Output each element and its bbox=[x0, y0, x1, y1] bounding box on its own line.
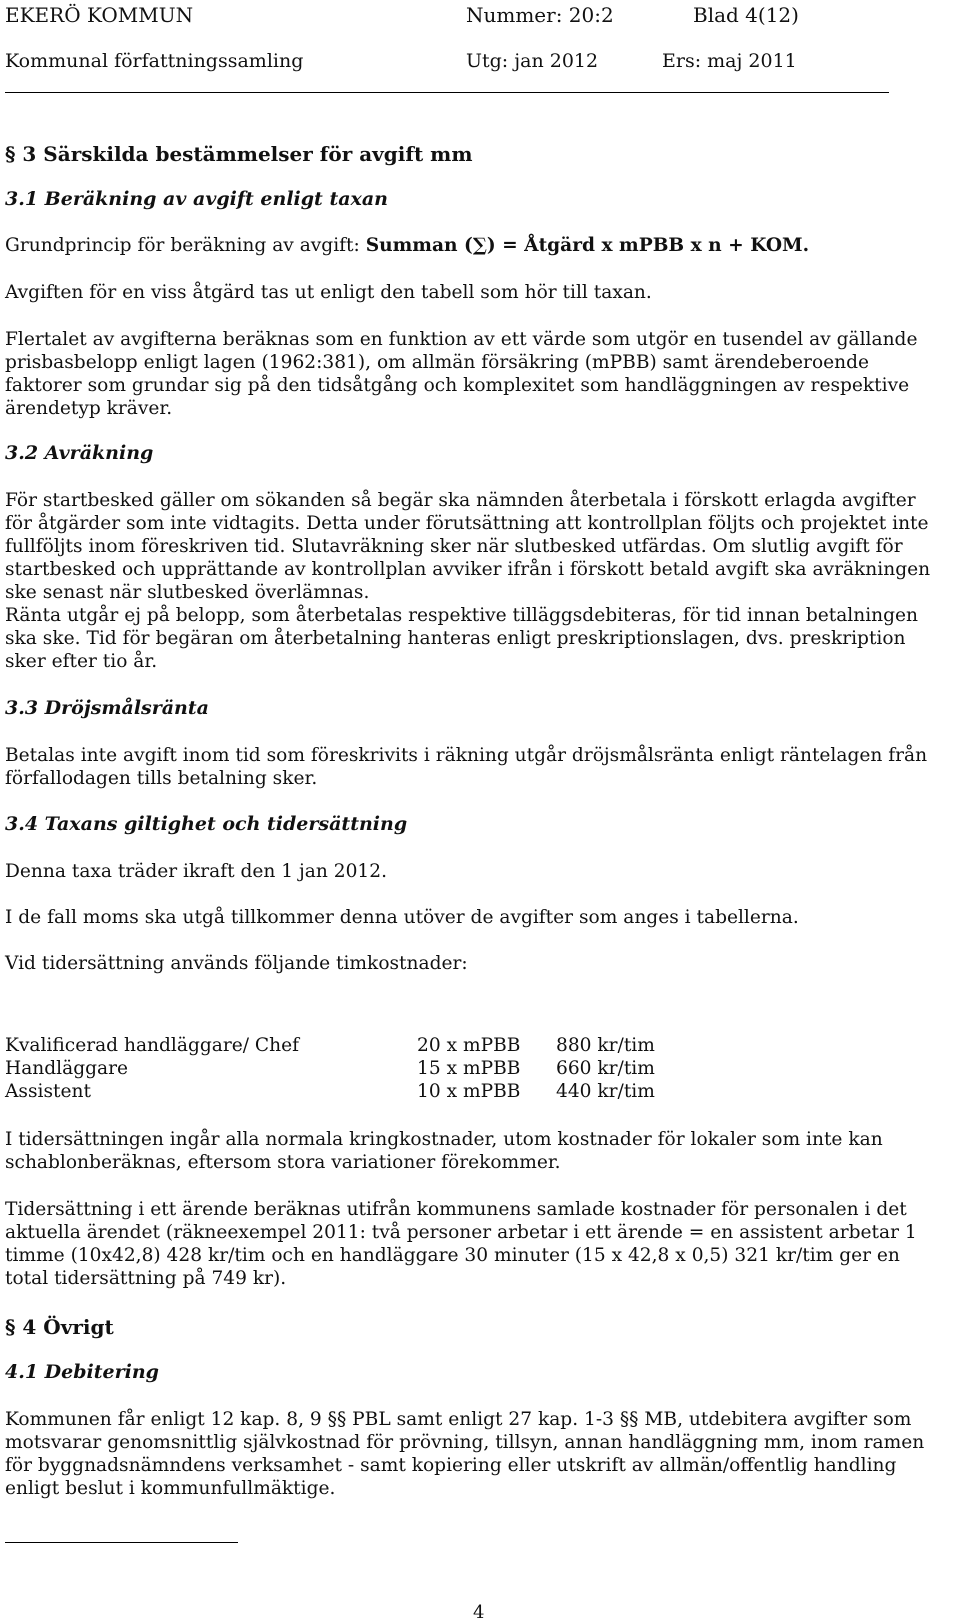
paragraph-timkost-intro: Vid tidersättning används följande timkostnader: bbox=[5, 953, 468, 974]
rate-role: Kvalificerad handläggare/ Chef bbox=[5, 1035, 299, 1056]
rate-role: Assistent bbox=[5, 1081, 91, 1102]
section-3-title: § 3 Särskilda bestämmelser för avgift mm bbox=[5, 142, 473, 166]
rate-amount: 880 kr/tim bbox=[556, 1035, 655, 1056]
paragraph-omkostnader: I tidersättningen ingår alla normala kringkostnader, utom kostnader för lokaler som inte kan schablonberäknas, eftersom stora variationer förekommer. bbox=[5, 1129, 883, 1173]
header-issued: Utg: jan 2012 bbox=[466, 50, 599, 72]
paragraph-table: Avgiften för en viss åtgärd tas ut enligt den tabell som hör till taxan. bbox=[5, 282, 652, 303]
paragraph-avrakning-2: Ränta utgår ej på belopp, som återbetalas respektive tilläggsdebiteras, för tid innan betalningen ska ske. Tid för begäran om återbetalning hanteras enligt preskriptionslagen, dvs. preskription sker efter tio år. bbox=[5, 605, 919, 672]
footnote-divider bbox=[5, 1542, 238, 1543]
paragraph-avrakning-1: För startbesked gäller om sökanden så begär ska nämnden återbetala i förskott erlagda avgifter för åtgärder som inte vidtagits. Detta under förutsättning att kontrollplan följts och projektet inte fullföljts inom föreskriven tid. Slutavräkning sker när slutbesked utfärdas. Om slutlig avgift för startbesked och upprättande av kontrollplan avviker ifrån i förskott betald avgift ska avräkningen ske senast när slutbesked överlämnas. bbox=[5, 490, 931, 603]
rate-factor: 20 x mPBB bbox=[417, 1035, 521, 1056]
header-collection: Kommunal författningssamling bbox=[5, 50, 304, 72]
header-number: Nummer: 20:2 bbox=[466, 3, 614, 27]
paragraph-debitering: Kommunen får enligt 12 kap. 8, 9 §§ PBL samt enligt 27 kap. 1-3 §§ MB, utdebitera avgifter som motsvarar genomsnittlig självkostnad för prövning, tillsyn, annan handläggning mm, inom ramen för byggnadsnämndens verksamhet - samt kopiering eller utskrift av allmän/offentlig handling enligt beslut i kommunfullmäktige. bbox=[5, 1409, 925, 1499]
principle-formula: Summan (∑) = Åtgärd x mPBB x n + KOM. bbox=[365, 235, 810, 256]
rate-role: Handläggare bbox=[5, 1058, 128, 1079]
section-3-3-title: 3.3 Dröjsmålsränta bbox=[5, 697, 209, 719]
section-3-1-title: 3.1 Beräkning av avgift enligt taxan bbox=[5, 188, 388, 210]
section-3-2-title: 3.2 Avräkning bbox=[5, 442, 154, 464]
principle-line bbox=[5, 234, 940, 257]
paragraph-function: Flertalet av avgifterna beräknas som en funktion av ett värde som utgör en tusendel av gällande prisbasbelopp enligt lagen (1962:381), om allmän försäkring (mPBB) samt ärendeberoende faktorer som grundar sig på den tidsåtgång och komplexitet som handläggningen av respektive ärendetyp kräver. bbox=[5, 329, 918, 419]
paragraph-moms: I de fall moms ska utgå tillkommer denna utöver de avgifter som anges i tabellerna. bbox=[5, 907, 799, 928]
paragraph-ikraft: Denna taxa träder ikraft den 1 jan 2012. bbox=[5, 861, 387, 882]
section-4-1-title: 4.1 Debitering bbox=[5, 1361, 159, 1383]
header-municipality: EKERÖ KOMMUN bbox=[5, 3, 194, 27]
section-3-4-title: 3.4 Taxans giltighet och tidersättning bbox=[5, 813, 408, 835]
header-replaces: Ers: maj 2011 bbox=[662, 50, 797, 72]
rate-amount: 440 kr/tim bbox=[556, 1081, 655, 1102]
paragraph-berakning: Tidersättning i ett ärende beräknas utifrån kommunens samlade kostnader för personalen i det aktuella ärendet (räkneexempel 2011: två personer arbetar i ett ärende = en assistent arbetar 1 timme (10x42,8) 428 kr/tim och en handläggare 30 minuter (15 x 42,8 x 0,5) 321 kr/tim ger en total tidersättning på 749 kr). bbox=[5, 1199, 917, 1289]
rate-amount: 660 kr/tim bbox=[556, 1058, 655, 1079]
rate-factor: 15 x mPBB bbox=[417, 1058, 521, 1079]
rate-factor: 10 x mPBB bbox=[417, 1081, 521, 1102]
header-sheet: Blad 4(12) bbox=[693, 3, 799, 27]
principle-prefix: Grundprincip för beräkning av avgift: bbox=[5, 235, 366, 256]
section-4-title: § 4 Övrigt bbox=[5, 1315, 114, 1339]
page-number: 4 bbox=[473, 1602, 485, 1623]
paragraph-drojsmal: Betalas inte avgift inom tid som föreskrivits i räkning utgår dröjsmålsränta enligt räntelagen från förfallodagen tills betalning sker. bbox=[5, 745, 928, 789]
header-divider bbox=[5, 92, 889, 93]
